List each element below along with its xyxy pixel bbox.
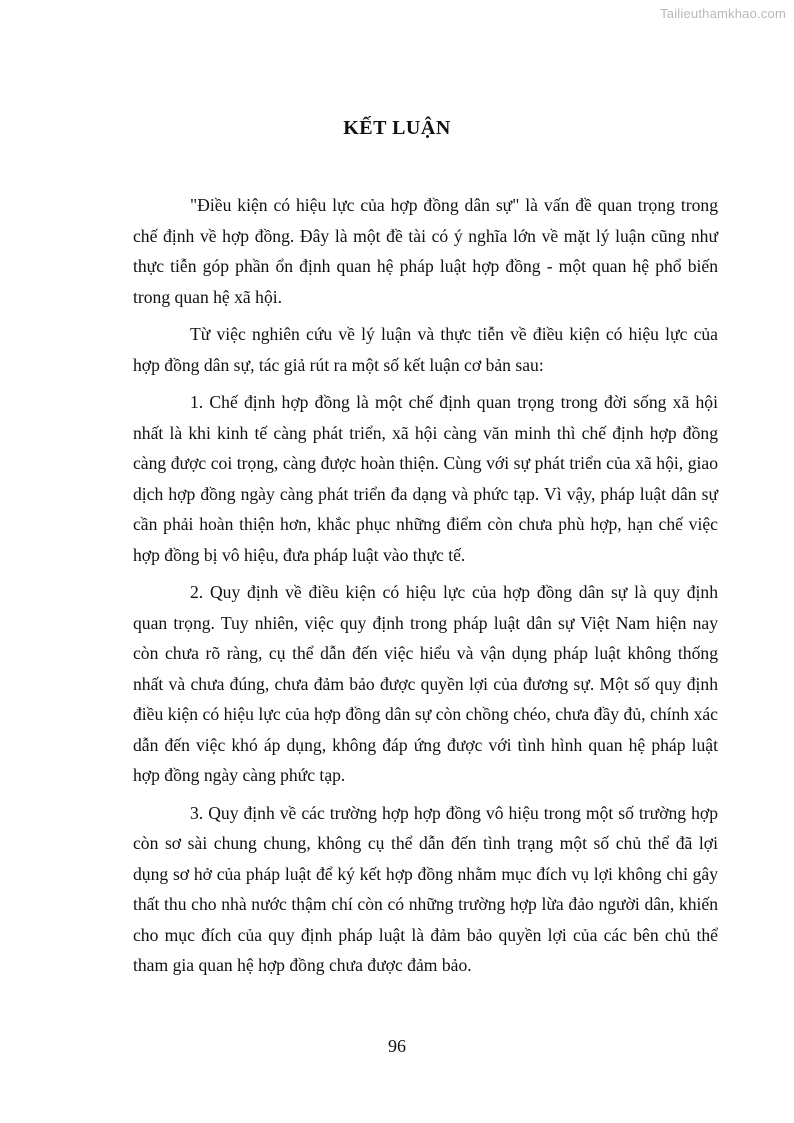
paragraph-point-3: 3. Quy định về các trường hợp hợp đồng vô hiệu trong một số trường hợp còn sơ sài chung chung, không cụ thể dẫn đến tình trạng một số chủ thể đã lợi dụng sơ hở của pháp luật để ký kết hợp đồng nhằm mục đích vụ lợi không chỉ gây thất thu cho nhà nước thậm chí còn có những trường hợp lừa đảo người dân, khiến cho mục đích của quy định pháp luật là đảm bảo quyền lợi của các bên chủ thể tham gia quan hệ hợp đồng chưa được đảm bảo.	[133, 802, 718, 975]
page-title: KẾT LUẬN	[343, 117, 451, 139]
paragraph-point-1: 1. Chế định hợp đồng là một chế định quan trọng trong đời sống xã hội nhất là khi kinh tế càng phát triển, xã hội càng văn minh thì chế định hợp đồng càng được coi trọng, càng được hoàn thiện. Cùng với sự phát triển của xã hội, giao dịch hợp đồng ngày càng phát triển đa dạng và phức tạp. Vì vậy, pháp luật dân sự cần phải hoàn thiện hơn, khắc phục những điểm còn chưa phù hợp, hạn chế việc hợp đồng bị vô hiệu, đưa pháp luật vào thực tế.	[133, 392, 718, 565]
paragraph-intro: "Điều kiện có hiệu lực của hợp đồng dân sự" là vấn đề quan trọng trong chế định về hợp đồng. Đây là một đề tài có ý nghĩa lớn về mặt lý luận cũng như thực tiễn góp phần ổn định quan hệ pháp luật hợp đồng - một quan hệ phổ biến trong quan hệ xã hội.	[133, 195, 718, 307]
document-body	[133, 190, 718, 988]
watermark: Tailieuthamkhao.com	[660, 6, 786, 21]
page-number: 96	[388, 1036, 406, 1056]
paragraph-conclusion-lead: Từ việc nghiên cứu về lý luận và thực tiễn về điều kiện có hiệu lực của hợp đồng dân sự, tác giả rút ra một số kết luận cơ bản sau:	[133, 324, 718, 375]
paragraph-point-2: 2. Quy định về điều kiện có hiệu lực của hợp đồng dân sự là quy định quan trọng. Tuy nhiên, việc quy định trong pháp luật dân sự Việt Nam hiện nay còn chưa rõ ràng, cụ thể dẫn đến việc hiểu và vận dụng pháp luật không thống nhất và chưa đúng, chưa đảm bảo được quyền lợi của đương sự. Một số quy định điều kiện có hiệu lực của hợp đồng dân sự còn chồng chéo, chưa đầy đủ, chính xác dẫn đến việc khó áp dụng, không đáp ứng được với tình hình quan hệ pháp luật hợp đồng ngày càng phức tạp.	[133, 582, 718, 785]
